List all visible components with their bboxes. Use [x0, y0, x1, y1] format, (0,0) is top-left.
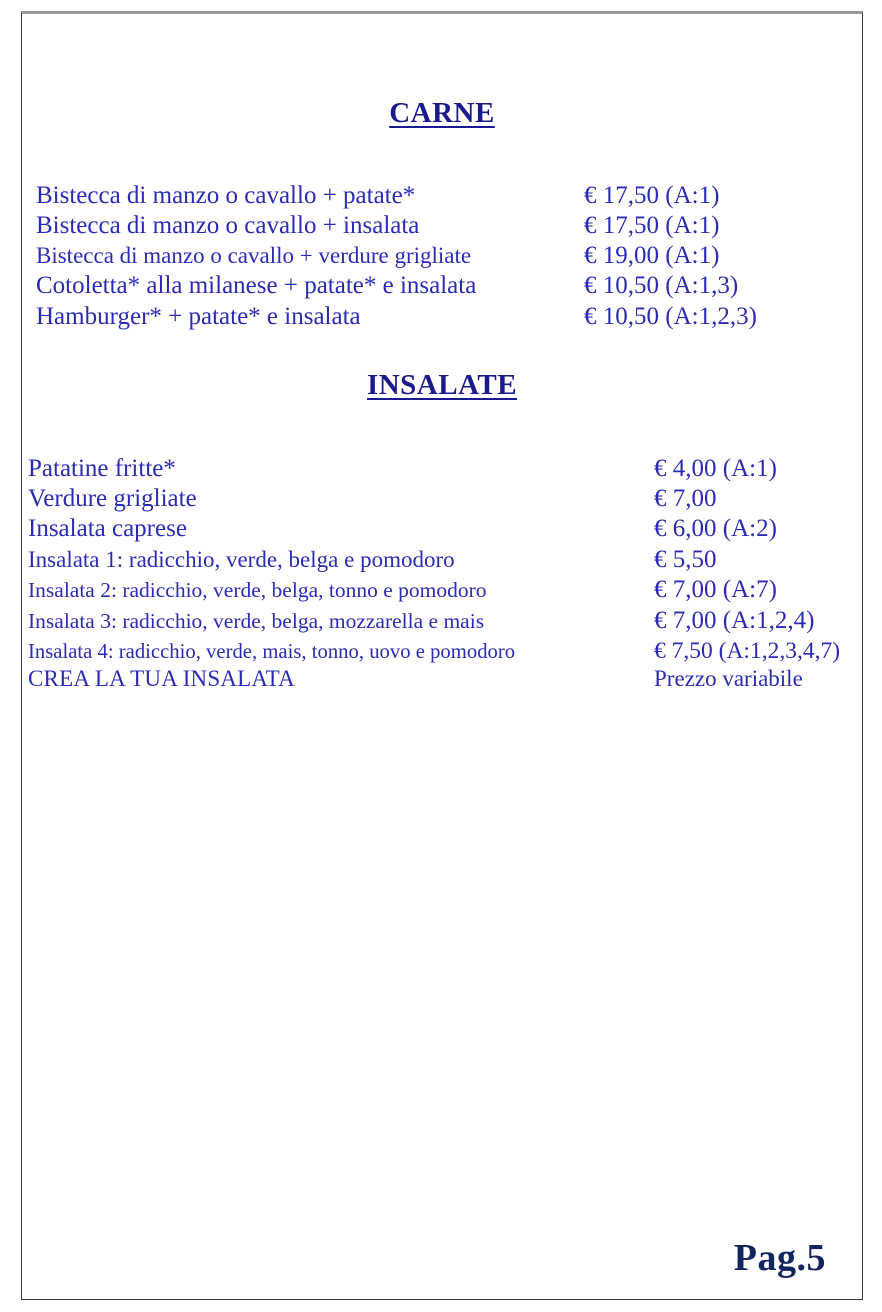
menu-item-name: Bistecca di manzo o cavallo + verdure grigliate	[36, 243, 472, 268]
menu-item-price: € 10,50 (A:1,2,3)	[584, 303, 757, 330]
menu-item-name: Hamburger* + patate* e insalata	[36, 303, 361, 330]
menu-item-price: € 6,00 (A:2)	[654, 515, 777, 542]
section-heading-insalate	[22, 369, 862, 402]
menu-item-price: € 7,00	[654, 485, 717, 512]
menu-item-price: € 4,00 (A:1)	[654, 455, 777, 482]
menu-item-name: Verdure grigliate	[28, 485, 197, 512]
menu-item-price: € 17,50 (A:1)	[584, 182, 720, 209]
menu-item-name: Insalata 3: radicchio, verde, belga, mozzarella e mais	[28, 609, 485, 633]
menu-item-name: Bistecca di manzo o cavallo + insalata	[36, 212, 420, 239]
menu-item-price: Prezzo variabile	[654, 666, 803, 691]
menu-item-name: Cotoletta* alla milanese + patate* e insalata	[36, 272, 477, 299]
menu-item-name: CREA LA TUA INSALATA	[28, 666, 295, 691]
menu-item-price: € 7,00 (A:7)	[654, 576, 777, 603]
menu-item-price: € 7,50 (A:1,2,3,4,7)	[654, 638, 841, 664]
menu-item-price: € 17,50 (A:1)	[584, 212, 720, 239]
section-heading-carne	[22, 97, 862, 130]
section-heading-carne-text: CARNE	[389, 97, 495, 129]
menu-item-name: Patatine fritte*	[28, 455, 176, 482]
menu-item-name: Insalata 4: radicchio, verde, mais, tonno, uovo e pomodoro	[28, 639, 516, 663]
menu-item-price: € 19,00 (A:1)	[584, 242, 720, 269]
menu-item-price: € 5,50	[654, 546, 717, 573]
menu-item-name: Insalata 2: radicchio, verde, belga, tonno e pomodoro	[28, 578, 487, 602]
menu-item-name: Bistecca di manzo o cavallo + patate*	[36, 182, 416, 209]
menu-item-name: Insalata 1: radicchio, verde, belga e pomodoro	[28, 547, 455, 572]
menu-item-price: € 10,50 (A:1,3)	[584, 272, 739, 299]
menu-page-sheet	[21, 11, 863, 1300]
menu-item-price: € 7,00 (A:1,2,4)	[654, 607, 815, 634]
section-heading-insalate-text: INSALATE	[366, 369, 518, 401]
menu-content	[22, 14, 862, 1300]
page-number: Pag.5	[733, 1237, 826, 1279]
menu-item-name: Insalata caprese	[28, 515, 187, 542]
